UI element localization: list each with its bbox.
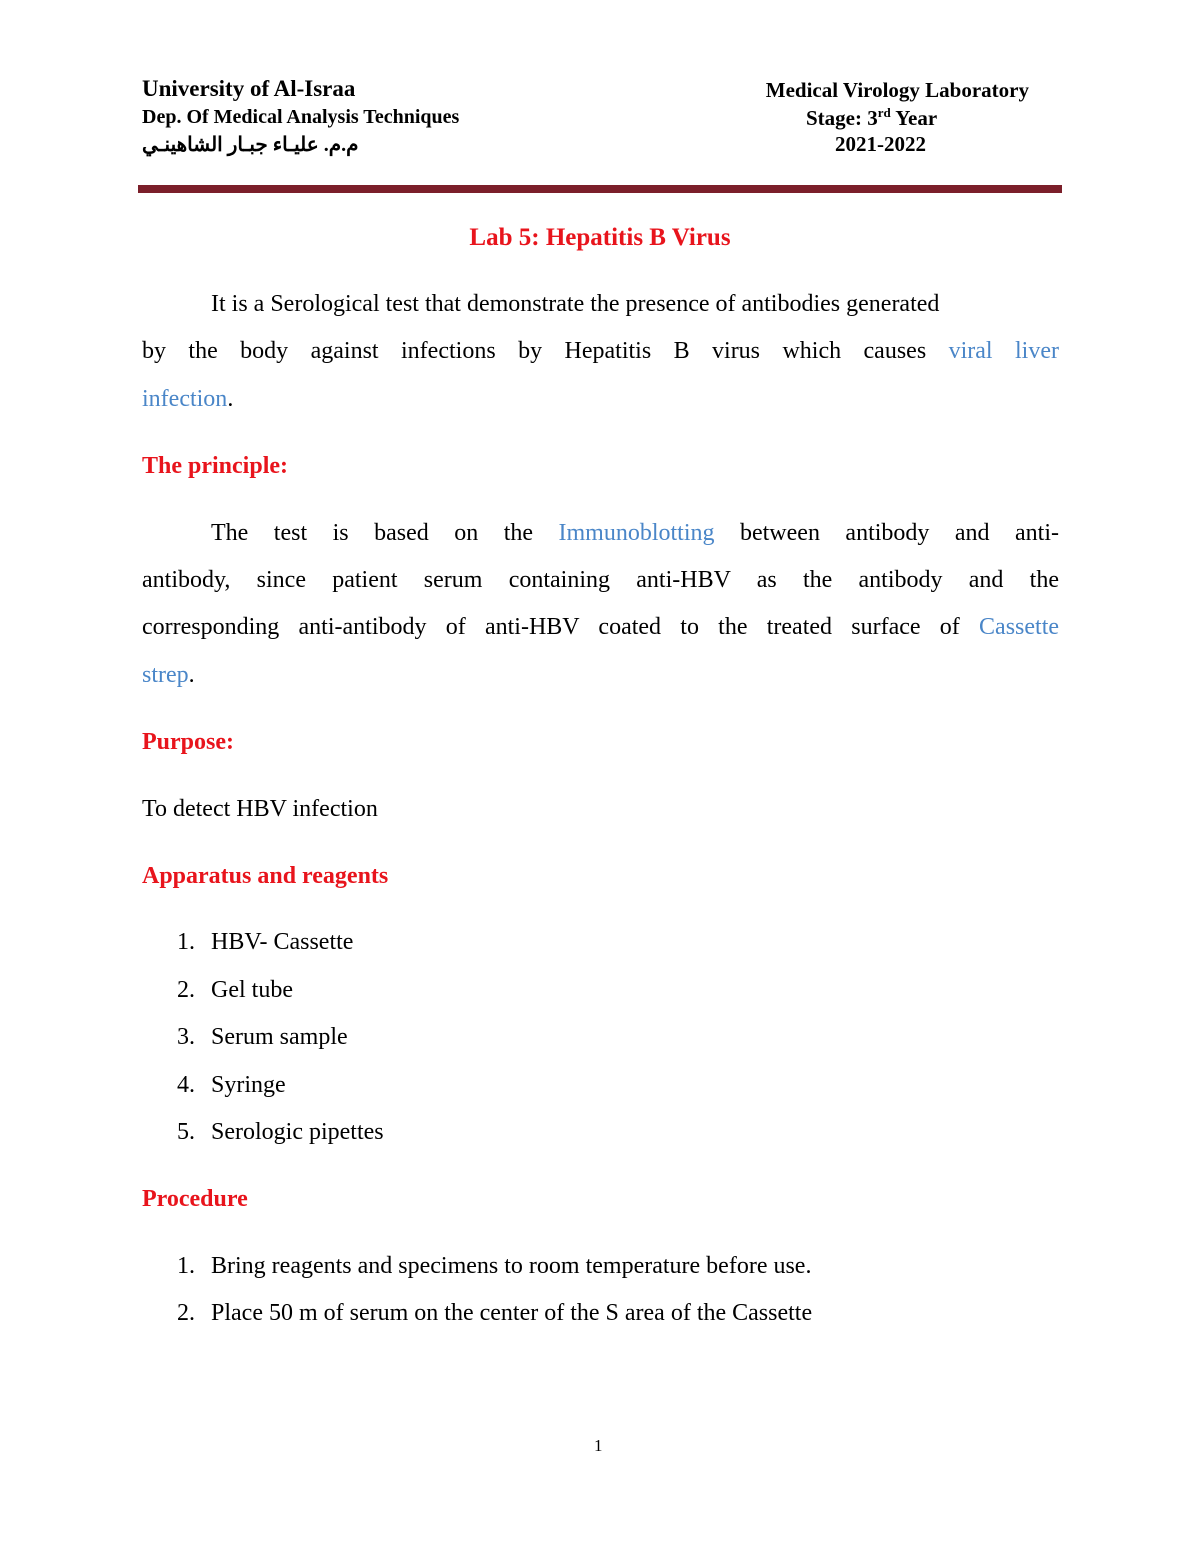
apparatus-num-2: 2.: [177, 977, 195, 1003]
intro-line-2-text: by the body against infections by Hepatitis B virus which causes: [142, 338, 927, 364]
procedure-item-1: Bring reagents and specimens to room temperature before use.: [211, 1253, 812, 1279]
page-title: Lab 5: Hepatitis B Virus: [469, 224, 731, 251]
principle-line-2: antibody, since patient serum containing anti-HBV as the antibody and the: [142, 567, 1059, 593]
intro-line-2: [142, 338, 1059, 365]
purpose-text: To detect HBV infection: [142, 796, 378, 822]
apparatus-num-1: 1.: [177, 929, 195, 955]
apparatus-num-3: 3.: [177, 1024, 195, 1050]
procedure-num-1: 1.: [177, 1253, 195, 1279]
viral-liver-link[interactable]: viral liver: [948, 338, 1059, 364]
procedure-num-2: 2.: [177, 1300, 195, 1326]
principle-line-4-end: .: [188, 662, 195, 688]
intro-line-3-end: .: [227, 386, 234, 412]
strep-link[interactable]: strep: [142, 662, 189, 688]
lab-name: Medical Virology Laboratory: [765, 78, 1029, 102]
apparatus-heading: Apparatus and reagents: [142, 863, 389, 889]
apparatus-item-2: Gel tube: [211, 977, 293, 1003]
stage-superscript: rd: [877, 105, 891, 120]
apparatus-num-4: 4.: [177, 1072, 195, 1098]
principle-line-1-b: between antibody and anti-: [739, 520, 1060, 546]
cassette-link[interactable]: Cassette: [979, 614, 1060, 640]
apparatus-item-3: Serum sample: [211, 1024, 348, 1050]
principle-line-1: [211, 520, 1059, 547]
academic-year: 2021-2022: [835, 132, 926, 156]
stage-suffix: Year: [890, 106, 938, 130]
principle-line-4: [142, 662, 195, 689]
stage-prefix: Stage: 3: [806, 106, 878, 130]
intro-line-1: It is a Serological test that demonstrate the presence of antibodies generated: [211, 291, 940, 317]
apparatus-num-5: 5.: [177, 1119, 195, 1145]
department-name: Dep. Of Medical Analysis Techniques: [142, 106, 460, 128]
university-name: University of Al-Israa: [142, 76, 356, 101]
intro-line-3: [142, 386, 233, 413]
purpose-heading: Purpose:: [142, 729, 234, 755]
principle-heading: The principle:: [142, 453, 289, 479]
infection-link[interactable]: infection: [142, 386, 228, 412]
apparatus-item-5: Serologic pipettes: [211, 1119, 384, 1145]
procedure-item-2: Place 50 m of serum on the center of the S area of the Cassette: [211, 1300, 813, 1326]
principle-line-3-text: corresponding anti-antibody of anti-HBV coated to the treated surface of: [142, 614, 960, 640]
apparatus-item-4: Syringe: [211, 1072, 286, 1098]
procedure-heading: Procedure: [142, 1186, 248, 1212]
page-number: 1: [594, 1436, 603, 1455]
header-divider: [138, 185, 1062, 193]
apparatus-item-1: HBV- Cassette: [211, 929, 354, 955]
stage-label: [806, 105, 937, 131]
immunoblotting-link[interactable]: Immunoblotting: [558, 520, 715, 546]
principle-line-1-a: The test is based on the: [211, 520, 534, 546]
principle-line-3: [142, 614, 1059, 641]
instructor-name: م.م. عليـاء جبـار الشاهينـي: [142, 134, 359, 156]
